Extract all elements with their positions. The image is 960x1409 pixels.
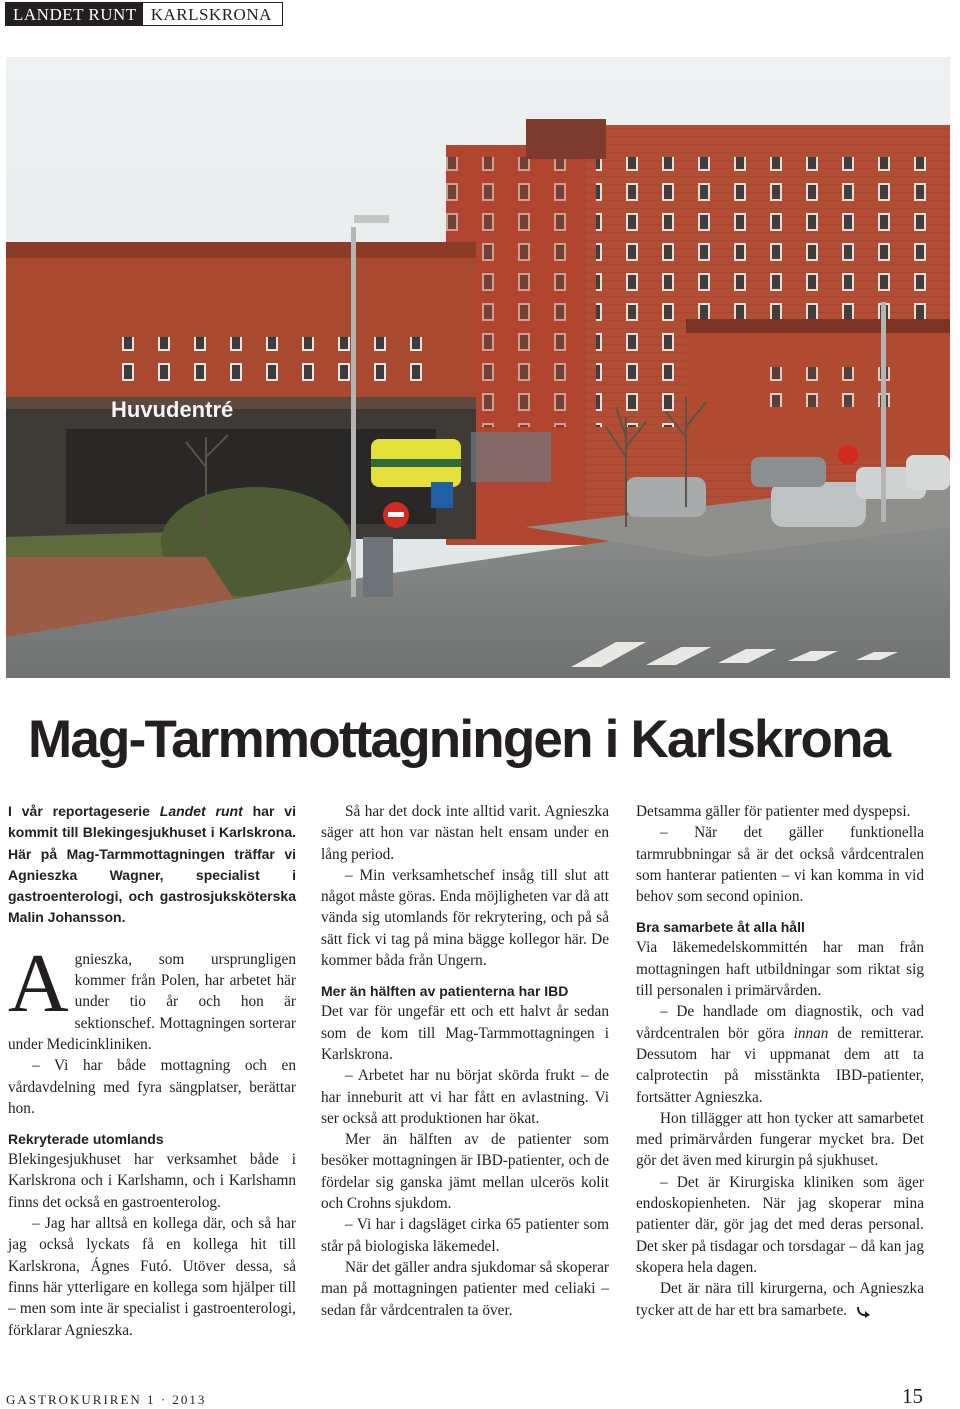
paragraph: – Det är Kirurgiska kliniken som äger endoskopienheten. När jag skoperar mina patienter där, gör jag det med deras personal. Det sker på tisdagar och torsdagar – då kan jag skopera hela dagen. (636, 1173, 924, 1276)
page-number: 15 (902, 1384, 923, 1408)
paragraph: Detsamma gäller för patienter med dyspepsi. (636, 803, 911, 820)
return-arrow-icon (855, 1304, 873, 1318)
article-title: Mag-Tarmmottagningen i Karlskrona (28, 710, 890, 769)
paragraph: Det var för ungefär ett och ett halvt år sedan som de kom till Mag-Tarmmottagningen i Karlskrona. (321, 1003, 609, 1063)
paragraph: Så har det dock inte alltid varit. Agnieszka säger att hon var nästan helt ensam under en lång period. (321, 803, 609, 863)
hospital-photo (6, 57, 950, 678)
paragraph: – Vi har i dagsläget cirka 65 patienter som står på biologiska läkemedel. (321, 1216, 609, 1255)
paragraph (636, 1001, 924, 1107)
paragraph: När det gäller andra sjukdomar så skoperar man på mottagningen patienter med celiaki – sedan får vårdcentralen ta över. (321, 1258, 609, 1319)
paragraph: Via läkemedelskommittén har man från mottagningen haft utbildningar som riktat sig till personalen i primärvården. (636, 939, 924, 1000)
location-label: KARLSKRONA (143, 2, 283, 26)
subheading: Mer än hälften av patienterna har IBD (321, 983, 569, 1000)
series-name: Landet runt (159, 803, 243, 819)
drop-cap: A (8, 936, 69, 1030)
lead-paragraph (8, 801, 296, 929)
publication-info: GASTROKURIREN 1 · 2013 (6, 1392, 207, 1407)
column-1 (8, 801, 296, 1341)
paragraph: – Arbetet har nu börjat skörda frukt – de har inneburit att vi har fått en avlastning. Vi ser också att produktionen har ökat. (321, 1067, 609, 1127)
subheading: Rekryterade utomlands (8, 1131, 164, 1148)
emphasis: innan (793, 1024, 829, 1042)
section-tag (5, 2, 283, 26)
paragraph: – Vi har både mottagning och en vårdavdelning med fyra sängplatser, berättar hon. (8, 1057, 296, 1117)
body-text: Det är nära till kirurgerna, och Agnieszka tycker att de har ett bra samarbete. (636, 1280, 924, 1319)
body-text: gnieszka, som ursprungligen kommer från Polen, har arbetet här under tio år och hon är sektionschef. Mottagningen sorterar under Medicinkliniken. (8, 950, 296, 1053)
paragraph: Mer än hälften av de patienter som besöker mottagningen är IBD-patienter, och de fördelar sig ganska jämt mellan ulcerös kolit och Crohns sjukdom. (321, 1131, 609, 1213)
paragraph (636, 1278, 924, 1321)
section-label: LANDET RUNT (5, 2, 143, 26)
lead-text-1: I vår reportageserie (8, 803, 160, 819)
column-2 (321, 801, 609, 1321)
entrance-sign: Huvudentré (111, 397, 234, 422)
body-text: – De handlade om diagnostik, och vad vårdcentralen bör göra (636, 1003, 924, 1042)
paragraph: – Min verksamhetschef insåg till slut att något måste göras. Enda möjligheten var då att vända sig utomlands för rekrytering, och på så sätt fick vi tag på mina bägge kollegor här. De kommer båda från Ungern. (321, 866, 609, 970)
lead-text-2: har vi kommit till Blekingesjukhuset i Karlskrona. Här på Mag-Tarmmottagningen träffar vi Agnieszka Wagner, specialist i gastroenterologi, och gastrosjuksköterska Malin Johansson. (8, 803, 296, 926)
column-3 (636, 801, 924, 1321)
paragraph (8, 936, 296, 1055)
paragraph: – När det gäller funktionella tarmrubbningar så är det också vårdcentralen som hanterar patienten – vi kan komma in vid behov som second opinion. (636, 824, 924, 906)
paragraph: Hon tillägger att hon tycker att samarbetet med primärvården fungerar mycket bra. Det gör det även med kirurgin på sjukhuset. (636, 1109, 924, 1170)
body-text: de remitterar. Dessutom har vi uppmanat dem att ta calprotectin på misstänkta IBD-patienter, fortsätter Agnieszka. (636, 1024, 924, 1106)
paragraph: – Jag har alltså en kollega där, och så har jag också lyckats få en kollega hit till Karlskrona, Ágnes Futó. Utöver dessa, så finns här ytterligare en kollega som hjälper till – men som inte är specialist i gastroenterologi, förklarar Agnieszka. (8, 1215, 296, 1339)
paragraph: Blekingesjukhuset har verksamhet både i Karlskrona och i Karlshamn, och i Karlshamn finns det också en gastroenterolog. (8, 1151, 296, 1211)
subheading: Bra samarbete åt alla håll (636, 919, 805, 936)
